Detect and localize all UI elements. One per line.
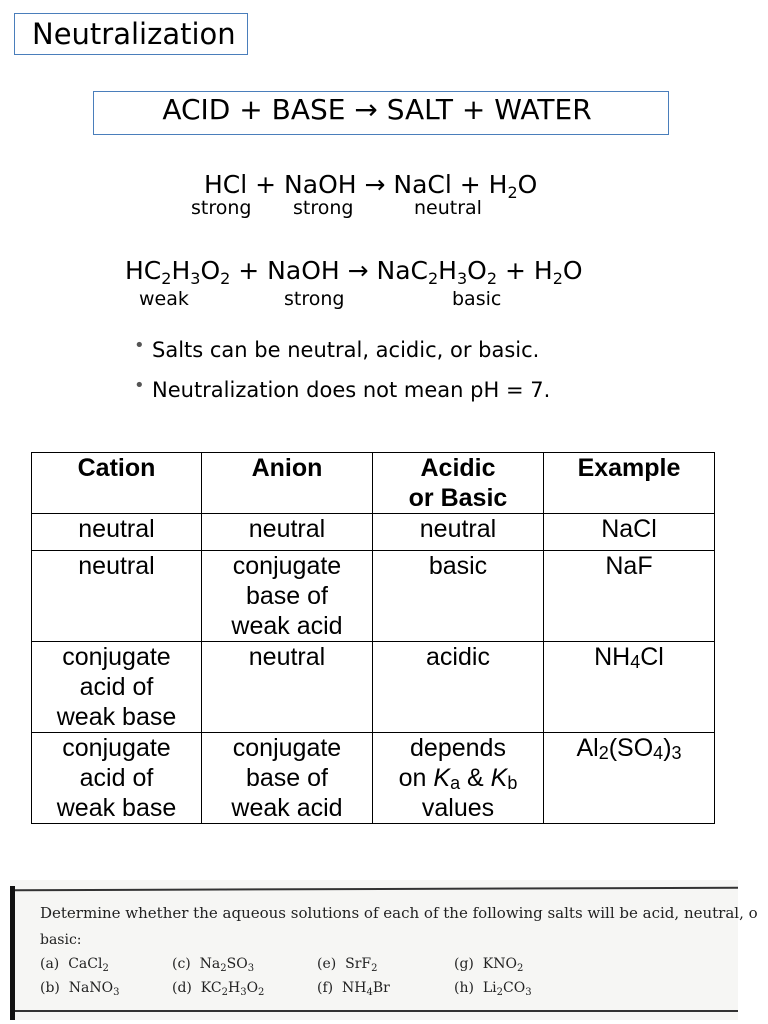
anion-cell: conjugate base of weak acid xyxy=(202,733,373,824)
bullet-list xyxy=(134,334,550,414)
exercise-prompt-continued: basic: xyxy=(40,932,82,948)
header-anion: Anion xyxy=(202,453,373,514)
exercise-item-h: (h) $Li_2CO_3$ xyxy=(454,980,532,998)
exercise-item-g: (g) $KNO_2$ xyxy=(454,956,524,974)
example-cell: NaCl xyxy=(544,514,715,551)
scan-edge-bar xyxy=(10,886,15,1020)
table-row xyxy=(32,551,715,642)
bullet-item: • Salts can be neutral, acidic, or basic. xyxy=(134,334,550,374)
type-cell: acidic xyxy=(373,642,544,733)
type-cell: depends on Ka & Kb values xyxy=(373,733,544,824)
exercise-prompt: Determine whether the aqueous solutions of each of the following salts will be acid, neutral, o xyxy=(40,904,758,922)
reaction-hcl-naoh: HCl + NaOH → NaCl + $H_2O$ xyxy=(204,170,538,202)
table-row xyxy=(32,733,715,824)
example-cell: Al2(SO4)3 xyxy=(544,733,715,824)
reaction1-label-acid: strong xyxy=(191,197,252,219)
bullet-item: • Neutralization does not mean pH = 7. xyxy=(134,374,550,414)
reaction2-label-salt: basic xyxy=(452,288,502,310)
anion-cell: neutral xyxy=(202,642,373,733)
type-cell: basic xyxy=(373,551,544,642)
table-header-row xyxy=(32,453,715,514)
scan-bottom-rule xyxy=(15,1010,738,1012)
type-cell: neutral xyxy=(373,514,544,551)
anion-cell: neutral xyxy=(202,514,373,551)
reaction1-label-base: strong xyxy=(293,197,354,219)
page-title: Neutralization xyxy=(14,13,248,55)
exercise-item-b: (b) NaNO$_3$ xyxy=(40,980,120,998)
anion-cell: conjugate base of weak acid xyxy=(202,551,373,642)
exercise-item-d: (d) $KC_2H_3O_2$ xyxy=(172,980,265,998)
table-row xyxy=(32,514,715,551)
scan-top-rule xyxy=(15,887,738,892)
reaction2-label-base: strong xyxy=(284,288,345,310)
bullet-dot-icon: • xyxy=(134,335,145,356)
cation-cell: conjugate acid of weak base xyxy=(32,733,202,824)
example-cell: NH4Cl xyxy=(544,642,715,733)
cation-cell: conjugate acid of weak base xyxy=(32,642,202,733)
exercise-item-f: (f) $NH_4Br$ xyxy=(317,980,390,998)
exercise-scan xyxy=(10,880,758,1020)
header-acidic-or-basic: Acidic or Basic xyxy=(373,453,544,514)
example-cell: NaF xyxy=(544,551,715,642)
header-cation: Cation xyxy=(32,453,202,514)
bullet-dot-icon: • xyxy=(134,375,145,396)
reaction1-label-salt: neutral xyxy=(414,197,482,219)
header-example: Example xyxy=(544,453,715,514)
cation-cell: neutral xyxy=(32,514,202,551)
reaction-acetic-naoh: $HC_2H_3O_2$ + NaOH → $NaC_2H_3O_2 + H_2O$ xyxy=(125,256,583,288)
exercise-item-e: (e) SrF$_2$ xyxy=(317,956,378,974)
salt-classification-table xyxy=(31,452,715,824)
general-equation: ACID + BASE → SALT + WATER xyxy=(93,91,669,135)
exercise-item-a: (a) CaCl$_2$ xyxy=(40,956,109,974)
table-row xyxy=(32,642,715,733)
reaction2-label-acid: weak xyxy=(139,288,189,310)
cation-cell: neutral xyxy=(32,551,202,642)
exercise-item-c: (c) $Na_2SO_3$ xyxy=(172,956,255,974)
